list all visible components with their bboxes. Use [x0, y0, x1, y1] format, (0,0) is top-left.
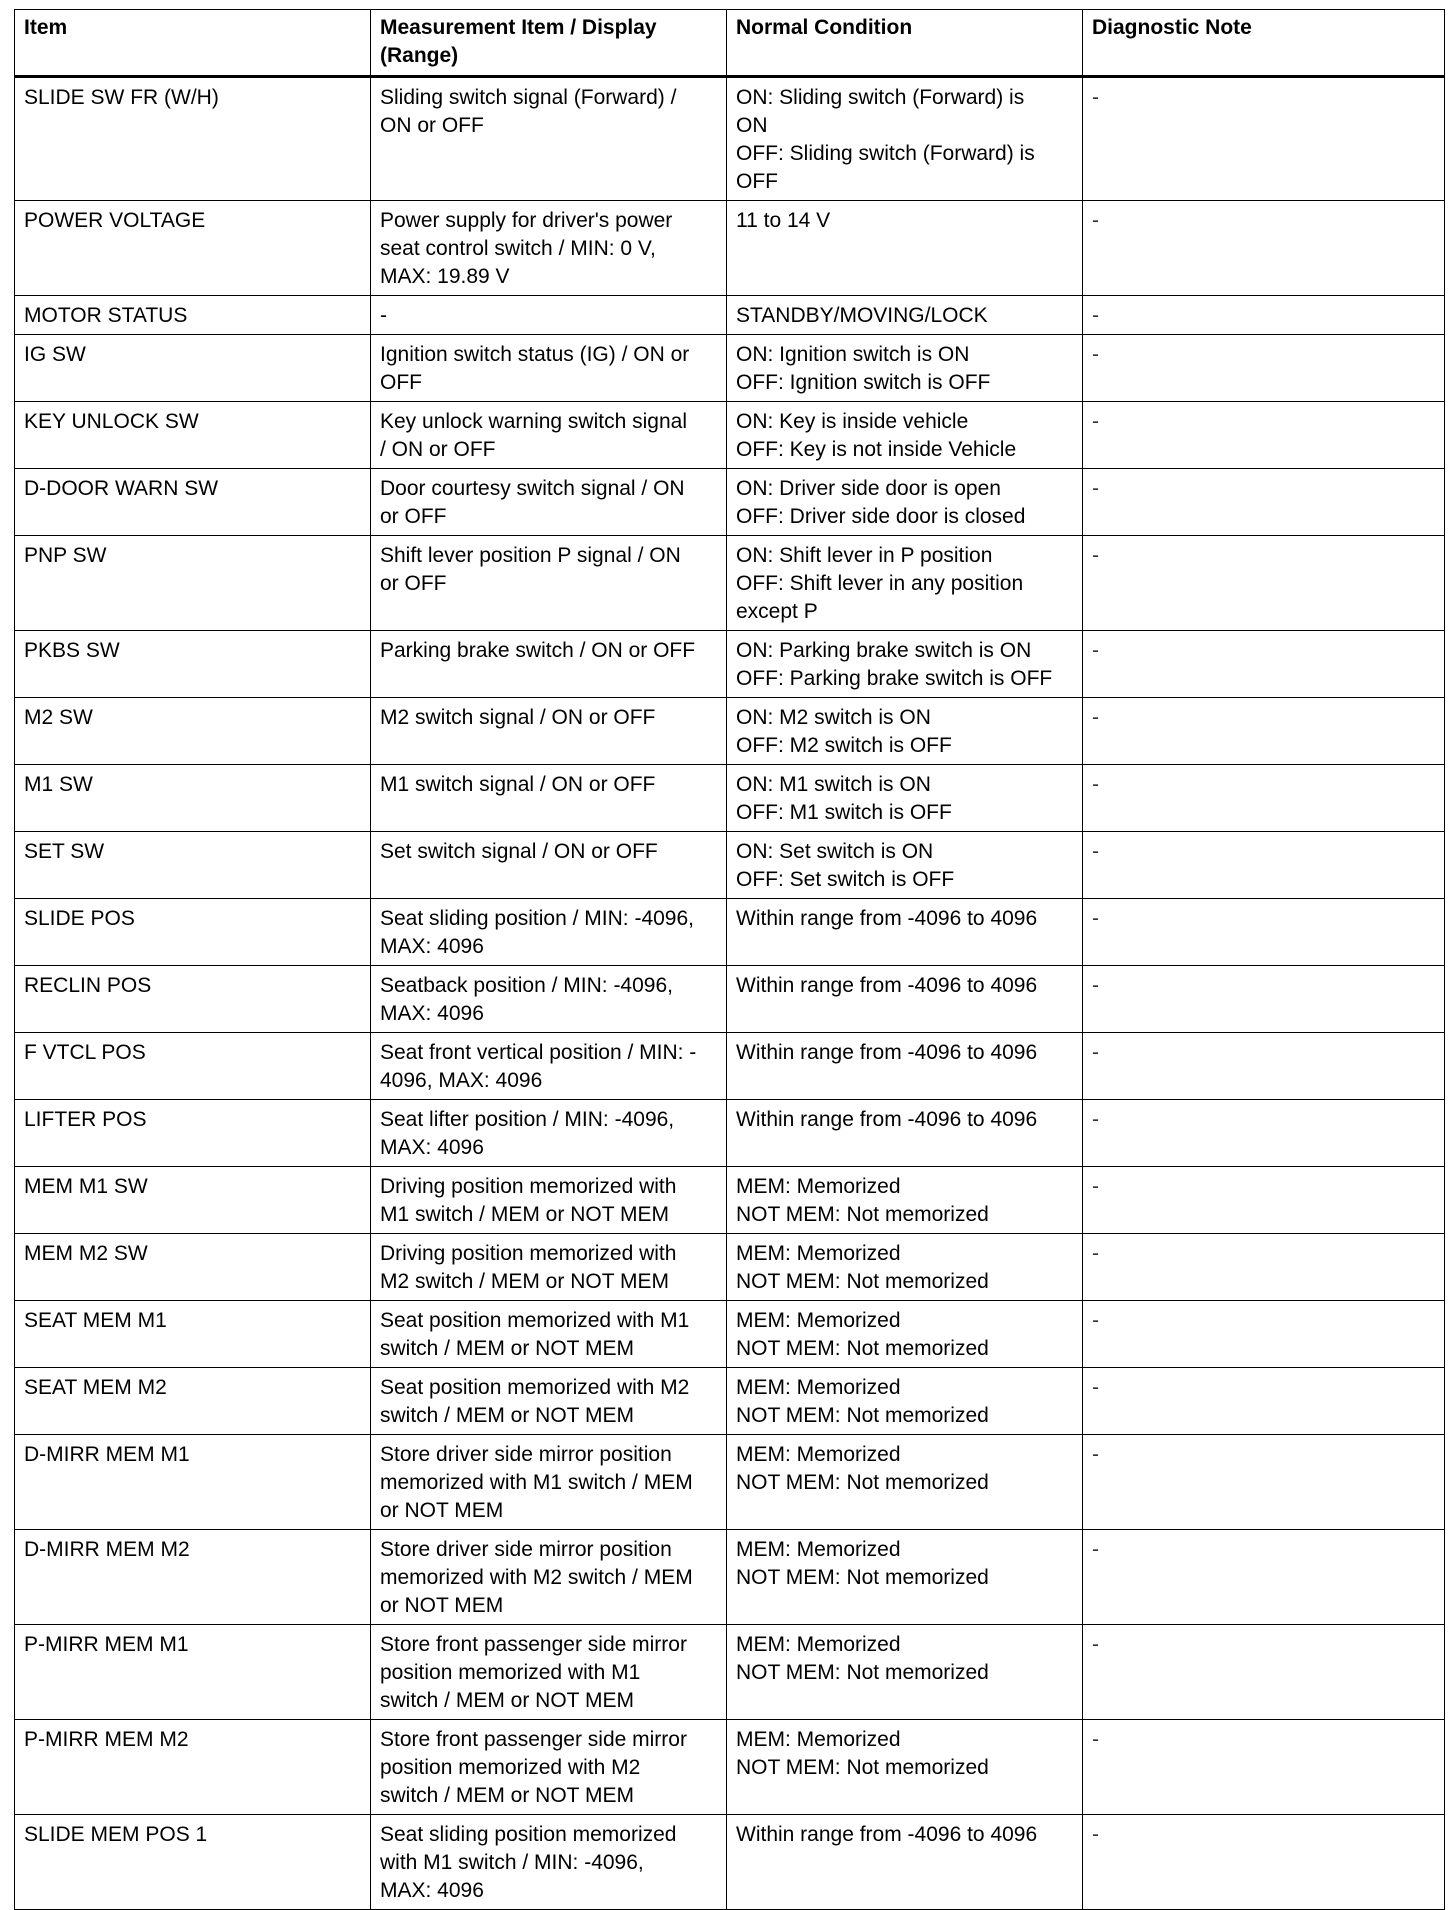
cell-item: F VTCL POS	[15, 1033, 371, 1100]
table-header	[15, 10, 1445, 77]
table-row	[15, 966, 1445, 1033]
cell-measurement: Seat sliding position / MIN: -4096, MAX: 4096	[371, 899, 727, 966]
cell-diagnostic-note: -	[1083, 899, 1445, 966]
table-row	[15, 335, 1445, 402]
cell-item: SEAT MEM M2	[15, 1368, 371, 1435]
table-row	[15, 1815, 1445, 1910]
cell-item: KEY UNLOCK SW	[15, 402, 371, 469]
cell-diagnostic-note: -	[1083, 296, 1445, 335]
cell-diagnostic-note: -	[1083, 536, 1445, 631]
cell-diagnostic-note: -	[1083, 765, 1445, 832]
cell-diagnostic-note: -	[1083, 631, 1445, 698]
cell-item: MOTOR STATUS	[15, 296, 371, 335]
cell-normal-condition: ON: Sliding switch (Forward) is ON OFF: Sliding switch (Forward) is OFF	[727, 77, 1083, 201]
cell-normal-condition: MEM: Memorized NOT MEM: Not memorized	[727, 1720, 1083, 1815]
table-row	[15, 77, 1445, 201]
cell-item: PKBS SW	[15, 631, 371, 698]
cell-measurement: Seat sliding position memorized with M1 switch / MIN: -4096, MAX: 4096	[371, 1815, 727, 1910]
cell-item: SLIDE POS	[15, 899, 371, 966]
cell-diagnostic-note: -	[1083, 1234, 1445, 1301]
cell-item: D-MIRR MEM M2	[15, 1530, 371, 1625]
table-row	[15, 469, 1445, 536]
cell-normal-condition: ON: Set switch is ON OFF: Set switch is OFF	[727, 832, 1083, 899]
table-row	[15, 1530, 1445, 1625]
cell-normal-condition: MEM: Memorized NOT MEM: Not memorized	[727, 1530, 1083, 1625]
cell-normal-condition: ON: Key is inside vehicle OFF: Key is not inside Vehicle	[727, 402, 1083, 469]
cell-diagnostic-note: -	[1083, 77, 1445, 201]
cell-normal-condition: STANDBY/MOVING/LOCK	[727, 296, 1083, 335]
cell-normal-condition: MEM: Memorized NOT MEM: Not memorized	[727, 1435, 1083, 1530]
cell-item: D-MIRR MEM M1	[15, 1435, 371, 1530]
cell-measurement: Power supply for driver's power seat control switch / MIN: 0 V, MAX: 19.89 V	[371, 201, 727, 296]
cell-item: LIFTER POS	[15, 1100, 371, 1167]
table-row	[15, 631, 1445, 698]
table-row	[15, 832, 1445, 899]
cell-measurement: Sliding switch signal (Forward) / ON or OFF	[371, 77, 727, 201]
cell-diagnostic-note: -	[1083, 201, 1445, 296]
table-row	[15, 1720, 1445, 1815]
cell-measurement: Seat position memorized with M1 switch / MEM or NOT MEM	[371, 1301, 727, 1368]
table-row	[15, 536, 1445, 631]
cell-normal-condition: ON: Ignition switch is ON OFF: Ignition switch is OFF	[727, 335, 1083, 402]
table-row	[15, 201, 1445, 296]
cell-measurement: M1 switch signal / ON or OFF	[371, 765, 727, 832]
cell-measurement: M2 switch signal / ON or OFF	[371, 698, 727, 765]
cell-diagnostic-note: -	[1083, 335, 1445, 402]
cell-measurement: Seat front vertical position / MIN: - 4096, MAX: 4096	[371, 1033, 727, 1100]
cell-normal-condition: MEM: Memorized NOT MEM: Not memorized	[727, 1167, 1083, 1234]
cell-item: MEM M2 SW	[15, 1234, 371, 1301]
cell-item: MEM M1 SW	[15, 1167, 371, 1234]
cell-item: SLIDE MEM POS 1	[15, 1815, 371, 1910]
cell-diagnostic-note: -	[1083, 1301, 1445, 1368]
cell-normal-condition: ON: Parking brake switch is ON OFF: Parking brake switch is OFF	[727, 631, 1083, 698]
cell-item: P-MIRR MEM M1	[15, 1625, 371, 1720]
cell-measurement: Parking brake switch / ON or OFF	[371, 631, 727, 698]
cell-measurement: Ignition switch status (IG) / ON or OFF	[371, 335, 727, 402]
cell-diagnostic-note: -	[1083, 1815, 1445, 1910]
table-row	[15, 402, 1445, 469]
cell-measurement: Door courtesy switch signal / ON or OFF	[371, 469, 727, 536]
cell-normal-condition: MEM: Memorized NOT MEM: Not memorized	[727, 1301, 1083, 1368]
table-body	[15, 77, 1445, 1910]
header-normal-condition: Normal Condition	[727, 10, 1083, 77]
cell-normal-condition: MEM: Memorized NOT MEM: Not memorized	[727, 1625, 1083, 1720]
cell-measurement: Shift lever position P signal / ON or OFF	[371, 536, 727, 631]
cell-diagnostic-note: -	[1083, 469, 1445, 536]
cell-item: SLIDE SW FR (W/H)	[15, 77, 371, 201]
data-list-table	[14, 9, 1445, 1910]
cell-diagnostic-note: -	[1083, 1033, 1445, 1100]
cell-normal-condition: ON: Driver side door is open OFF: Driver side door is closed	[727, 469, 1083, 536]
cell-diagnostic-note: -	[1083, 698, 1445, 765]
cell-diagnostic-note: -	[1083, 1435, 1445, 1530]
header-item: Item	[15, 10, 371, 77]
cell-measurement: Store front passenger side mirror position memorized with M2 switch / MEM or NOT MEM	[371, 1720, 727, 1815]
cell-diagnostic-note: -	[1083, 1167, 1445, 1234]
cell-normal-condition: ON: M2 switch is ON OFF: M2 switch is OFF	[727, 698, 1083, 765]
cell-normal-condition: Within range from -4096 to 4096	[727, 1100, 1083, 1167]
cell-normal-condition: MEM: Memorized NOT MEM: Not memorized	[727, 1368, 1083, 1435]
table-row	[15, 1368, 1445, 1435]
table-row	[15, 1435, 1445, 1530]
table-row	[15, 1234, 1445, 1301]
cell-item: SEAT MEM M1	[15, 1301, 371, 1368]
cell-normal-condition: Within range from -4096 to 4096	[727, 1815, 1083, 1910]
cell-diagnostic-note: -	[1083, 832, 1445, 899]
table-row	[15, 1033, 1445, 1100]
cell-item: D-DOOR WARN SW	[15, 469, 371, 536]
cell-item: M1 SW	[15, 765, 371, 832]
cell-item: POWER VOLTAGE	[15, 201, 371, 296]
data-list-sheet	[14, 9, 1444, 1910]
cell-measurement: Seatback position / MIN: -4096, MAX: 4096	[371, 966, 727, 1033]
cell-normal-condition: ON: Shift lever in P position OFF: Shift lever in any position except P	[727, 536, 1083, 631]
header-row	[15, 10, 1445, 77]
cell-normal-condition: Within range from -4096 to 4096	[727, 966, 1083, 1033]
table-row	[15, 765, 1445, 832]
cell-measurement: Driving position memorized with M2 switch / MEM or NOT MEM	[371, 1234, 727, 1301]
cell-item: RECLIN POS	[15, 966, 371, 1033]
table-row	[15, 698, 1445, 765]
cell-diagnostic-note: -	[1083, 1530, 1445, 1625]
cell-diagnostic-note: -	[1083, 1720, 1445, 1815]
table-row	[15, 1167, 1445, 1234]
table-row	[15, 899, 1445, 966]
table-row	[15, 1625, 1445, 1720]
table-row	[15, 296, 1445, 335]
cell-normal-condition: Within range from -4096 to 4096	[727, 899, 1083, 966]
cell-item: SET SW	[15, 832, 371, 899]
cell-measurement: Store driver side mirror position memorized with M2 switch / MEM or NOT MEM	[371, 1530, 727, 1625]
cell-measurement: Set switch signal / ON or OFF	[371, 832, 727, 899]
header-diagnostic-note: Diagnostic Note	[1083, 10, 1445, 77]
cell-diagnostic-note: -	[1083, 1100, 1445, 1167]
header-measurement: Measurement Item / Display (Range)	[371, 10, 727, 77]
cell-normal-condition: 11 to 14 V	[727, 201, 1083, 296]
cell-measurement: Seat lifter position / MIN: -4096, MAX: 4096	[371, 1100, 727, 1167]
cell-measurement: Store front passenger side mirror position memorized with M1 switch / MEM or NOT MEM	[371, 1625, 727, 1720]
cell-normal-condition: MEM: Memorized NOT MEM: Not memorized	[727, 1234, 1083, 1301]
table-row	[15, 1301, 1445, 1368]
cell-normal-condition: ON: M1 switch is ON OFF: M1 switch is OFF	[727, 765, 1083, 832]
cell-measurement: Driving position memorized with M1 switch / MEM or NOT MEM	[371, 1167, 727, 1234]
cell-measurement: -	[371, 296, 727, 335]
cell-measurement: Key unlock warning switch signal / ON or OFF	[371, 402, 727, 469]
cell-measurement: Seat position memorized with M2 switch / MEM or NOT MEM	[371, 1368, 727, 1435]
cell-diagnostic-note: -	[1083, 1625, 1445, 1720]
cell-normal-condition: Within range from -4096 to 4096	[727, 1033, 1083, 1100]
cell-diagnostic-note: -	[1083, 402, 1445, 469]
table-row	[15, 1100, 1445, 1167]
cell-diagnostic-note: -	[1083, 966, 1445, 1033]
cell-item: PNP SW	[15, 536, 371, 631]
cell-item: IG SW	[15, 335, 371, 402]
cell-item: P-MIRR MEM M2	[15, 1720, 371, 1815]
cell-item: M2 SW	[15, 698, 371, 765]
cell-diagnostic-note: -	[1083, 1368, 1445, 1435]
cell-measurement: Store driver side mirror position memorized with M1 switch / MEM or NOT MEM	[371, 1435, 727, 1530]
